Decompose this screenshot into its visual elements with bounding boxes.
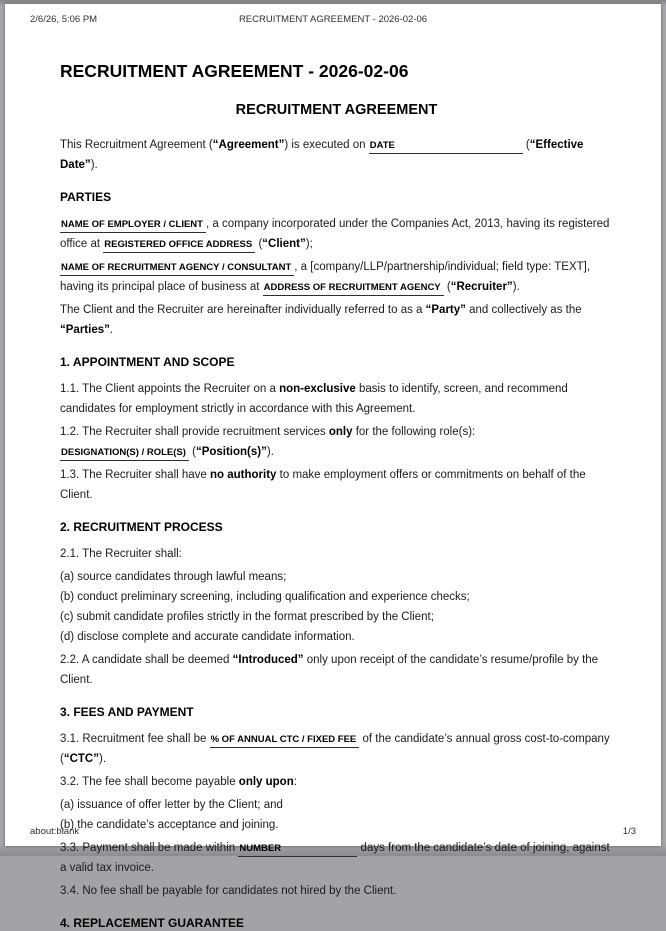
fill-in-field: ADDRESS OF RECRUITMENT AGENCY <box>263 281 444 296</box>
text-run: , a company incorporated under the Companies Act, 2013, having its registered office at <box>60 218 610 250</box>
text-run: 1.3. The Recruiter shall have <box>60 469 211 481</box>
text-run: The Client and the Recruiter are hereinafter individually referred to as a <box>60 304 426 316</box>
bold-text: “Effective Date” <box>60 139 584 171</box>
text-run: 3.3. Payment shall be made within <box>60 842 239 854</box>
document-body <box>5 4 661 931</box>
bold-text: “CTC” <box>63 753 99 765</box>
text-run: 2.1. The Recruiter shall: <box>60 548 182 560</box>
text-run: 3.2. The fee shall become payable <box>60 776 239 788</box>
paragraph <box>60 135 613 175</box>
text-run: ). <box>266 446 274 458</box>
paragraph <box>60 422 613 462</box>
text-run: 3.1. Recruitment fee shall be <box>60 733 210 745</box>
section-heading: 1. APPOINTMENT AND SCOPE <box>60 355 235 369</box>
bold-text: non-exclusive <box>279 383 356 395</box>
paragraph <box>60 544 613 564</box>
section-heading: 3. FEES AND PAYMENT <box>60 705 194 719</box>
print-footer-source: about:blank <box>30 826 80 837</box>
text-run: This Recruitment Agreement ( <box>60 139 213 151</box>
print-header-datetime: 2/6/26, 5:06 PM <box>30 14 98 25</box>
text-run: of the candidate’s annual gross cost-to-company ( <box>60 733 610 765</box>
text-run: to make employment offers or commitments on behalf of the Client. <box>60 469 586 501</box>
paragraph <box>60 257 613 297</box>
fill-in-field: NAME OF RECRUITMENT AGENCY / CONSULTANT <box>60 261 294 276</box>
paragraph <box>60 795 613 815</box>
paragraph <box>60 650 613 690</box>
bold-text: “Introduced” <box>232 654 304 666</box>
text-run: ); <box>305 238 313 250</box>
text-run: only upon receipt of the candidate’s resume/profile by the Client. <box>60 654 599 686</box>
text-run: ( <box>188 446 196 458</box>
text-run: days from the candidate’s date of joining, against a valid tax invoice. <box>60 842 610 874</box>
text-run: 2.2. A candidate shall be deemed <box>60 654 233 666</box>
fill-in-field: DATE <box>369 139 523 154</box>
text-run: ) is executed on <box>284 139 369 151</box>
paragraph <box>60 379 613 419</box>
text-run: basis to identify, screen, and recommend candidates for employment strictly in accordance with this Agreement. <box>60 383 568 415</box>
paragraph <box>60 465 613 505</box>
text-run: 1.1. The Client appoints the Recruiter on a <box>60 383 280 395</box>
text-run: ). <box>98 753 107 765</box>
bold-text: “Position(s)” <box>195 446 267 458</box>
print-header <box>30 14 636 27</box>
text-run: ( <box>255 238 263 250</box>
text-run: ( <box>522 139 530 151</box>
bold-text: only <box>328 426 353 438</box>
text-run: (b) the candidate’s acceptance and joining. <box>60 819 279 831</box>
section-heading: 4. REPLACEMENT GUARANTEE <box>60 916 245 930</box>
paragraph <box>60 881 613 901</box>
print-footer <box>30 826 636 837</box>
document-title: RECRUITMENT AGREEMENT - 2026-02-06 <box>60 61 409 81</box>
bold-text: “Party” <box>425 304 466 316</box>
bold-text: no authority <box>210 469 277 481</box>
bold-text: “Parties” <box>60 324 110 336</box>
bold-text: “Recruiter” <box>450 281 513 293</box>
text-run: and collectively as the <box>465 304 582 316</box>
text-run: 1.2. The Recruiter shall provide recruitment services <box>60 426 329 438</box>
text-run: (c) submit candidate profiles strictly in the format prescribed by the Client; <box>60 611 434 623</box>
text-run: . <box>109 324 114 336</box>
fill-in-field: NAME OF EMPLOYER / CLIENT <box>60 218 206 233</box>
paragraph <box>60 587 613 607</box>
paragraph <box>60 607 613 627</box>
text-run: : <box>293 776 297 788</box>
paragraph <box>60 729 613 769</box>
paragraph <box>60 772 613 792</box>
section-heading: 2. RECRUITMENT PROCESS <box>60 520 223 534</box>
document-page <box>5 4 661 930</box>
text-run: (b) conduct preliminary screening, including qualification and experience checks; <box>60 591 470 603</box>
fill-in-field: DESIGNATION(S) / ROLE(S) <box>60 446 189 461</box>
print-header-title: RECRUITMENT AGREEMENT - 2026-02-06 <box>238 14 428 25</box>
bold-text: “Client” <box>262 238 306 250</box>
paragraph <box>60 627 613 647</box>
fill-in-field: % OF ANNUAL CTC / FIXED FEE <box>210 733 360 748</box>
section-heading: PARTIES <box>60 190 112 204</box>
text-run: , a [company/LLP/partnership/individual; field type: TEXT], having its principal place of business at <box>60 261 591 293</box>
paragraph <box>60 214 613 254</box>
document-subtitle: RECRUITMENT AGREEMENT <box>235 102 438 118</box>
paragraph <box>60 300 613 340</box>
text-run: (a) source candidates through lawful means; <box>60 571 287 583</box>
fill-in-field: NUMBER <box>238 842 357 857</box>
paragraph <box>60 838 613 878</box>
document-blocks <box>60 135 613 931</box>
text-run: (d) disclose complete and accurate candidate information. <box>60 631 355 643</box>
bold-text: “Agreement” <box>212 139 285 151</box>
print-footer-page-number: 1/3 <box>622 826 636 837</box>
bold-text: only upon <box>238 776 294 788</box>
text-run: for the following role(s): <box>352 426 476 438</box>
fill-in-field: REGISTERED OFFICE ADDRESS <box>103 238 255 253</box>
text-run: (a) issuance of offer letter by the Client; and <box>60 799 283 811</box>
text-run: ). <box>90 159 98 171</box>
paragraph <box>60 567 613 587</box>
text-run: ( <box>443 281 451 293</box>
text-run: ). <box>512 281 520 293</box>
text-run: 3.4. No fee shall be payable for candidates not hired by the Client. <box>60 885 397 897</box>
